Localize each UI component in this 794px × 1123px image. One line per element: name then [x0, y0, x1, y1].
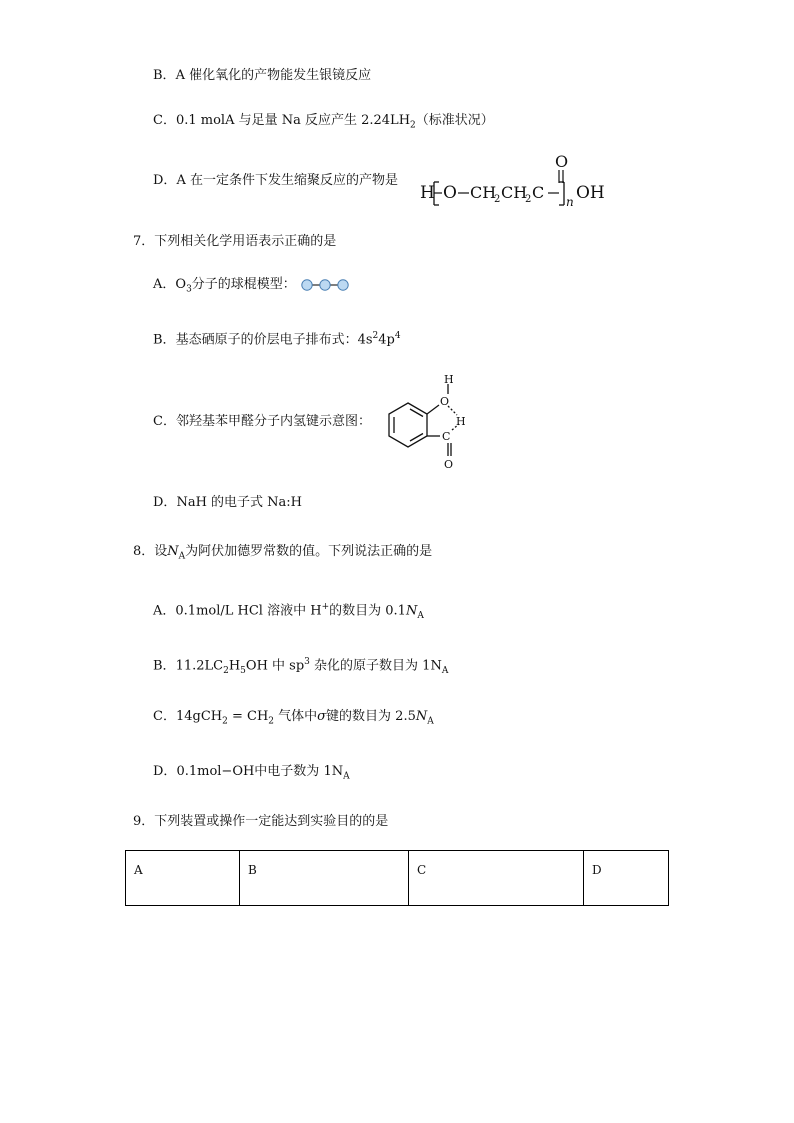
ball-stick-model-icon: [300, 277, 350, 293]
atom-h-top: H: [444, 373, 454, 386]
q8-option-d: D．0.1mol−OH中电子数为 $1N_A$: [153, 764, 350, 782]
q9-answer-table: [125, 850, 669, 906]
formula-o: O: [443, 183, 457, 203]
q8-option-c: C．$14gCH_2 = CH_2$ 气体中σ键的数目为 $2.5N_A$: [153, 709, 434, 727]
formula-ch2-b: CH: [501, 183, 528, 202]
q8-option-b: B．$11.2LC_2H_5OH$ 中 $sp^3$ 杂化的原子数目为 $1N_A$: [153, 657, 449, 676]
q7-option-c: C．邻羟基苯甲醛分子内氢键示意图：: [153, 414, 371, 429]
atom-h-bond: H: [456, 415, 466, 428]
table-cell-a: A: [126, 851, 240, 906]
q7-option-b: B．基态硒原子的价层电子排布式：$4s^24p^4$: [153, 331, 401, 348]
formula-o-top: O: [555, 152, 569, 171]
q8-option-a: A．0.1mol/L HCl 溶液中 H+的数目为 $0.1N_A$: [153, 602, 424, 621]
formula-h: H: [420, 183, 435, 203]
q6-option-b: B．A 催化氧化的产物能发生银镜反应: [153, 68, 372, 83]
formula-n: n: [566, 195, 574, 209]
table-cell-c: C: [409, 851, 584, 906]
table-cell-b: B: [240, 851, 409, 906]
formula-sub-b: 2: [525, 194, 532, 205]
q7-stem: 7．下列相关化学用语表示正确的是: [133, 234, 337, 249]
hydrogen-bond-structure: [382, 370, 472, 474]
polymer-formula: [418, 150, 623, 210]
q6-option-d: D．A 在一定条件下发生缩聚反应的产物是: [153, 173, 398, 188]
atom-c: C: [442, 430, 451, 443]
q8-stem: 8．设$N_A$为阿伏加德罗常数的值。下列说法正确的是: [133, 544, 433, 562]
table-row: [126, 851, 669, 906]
formula-ch2-a: CH: [470, 183, 497, 202]
q9-stem: 9．下列装置或操作一定能达到实验目的的是: [133, 814, 389, 829]
formula-oh: OH: [576, 183, 605, 203]
q6-option-c: C．0.1 molA 与足量 Na 反应产生 $2.24LH_2$（标准状况）: [153, 113, 494, 131]
formula-sub-a: 2: [494, 194, 501, 205]
atom-o-bottom: O: [444, 458, 454, 471]
formula-c: C: [532, 183, 545, 202]
atom-o-top: O: [440, 395, 450, 408]
q7-option-d: D．NaH 的电子式 Na:H: [153, 495, 303, 510]
q7-option-a: A．$O_3$分子的球棍模型：: [153, 276, 350, 299]
table-cell-d: D: [584, 851, 669, 906]
